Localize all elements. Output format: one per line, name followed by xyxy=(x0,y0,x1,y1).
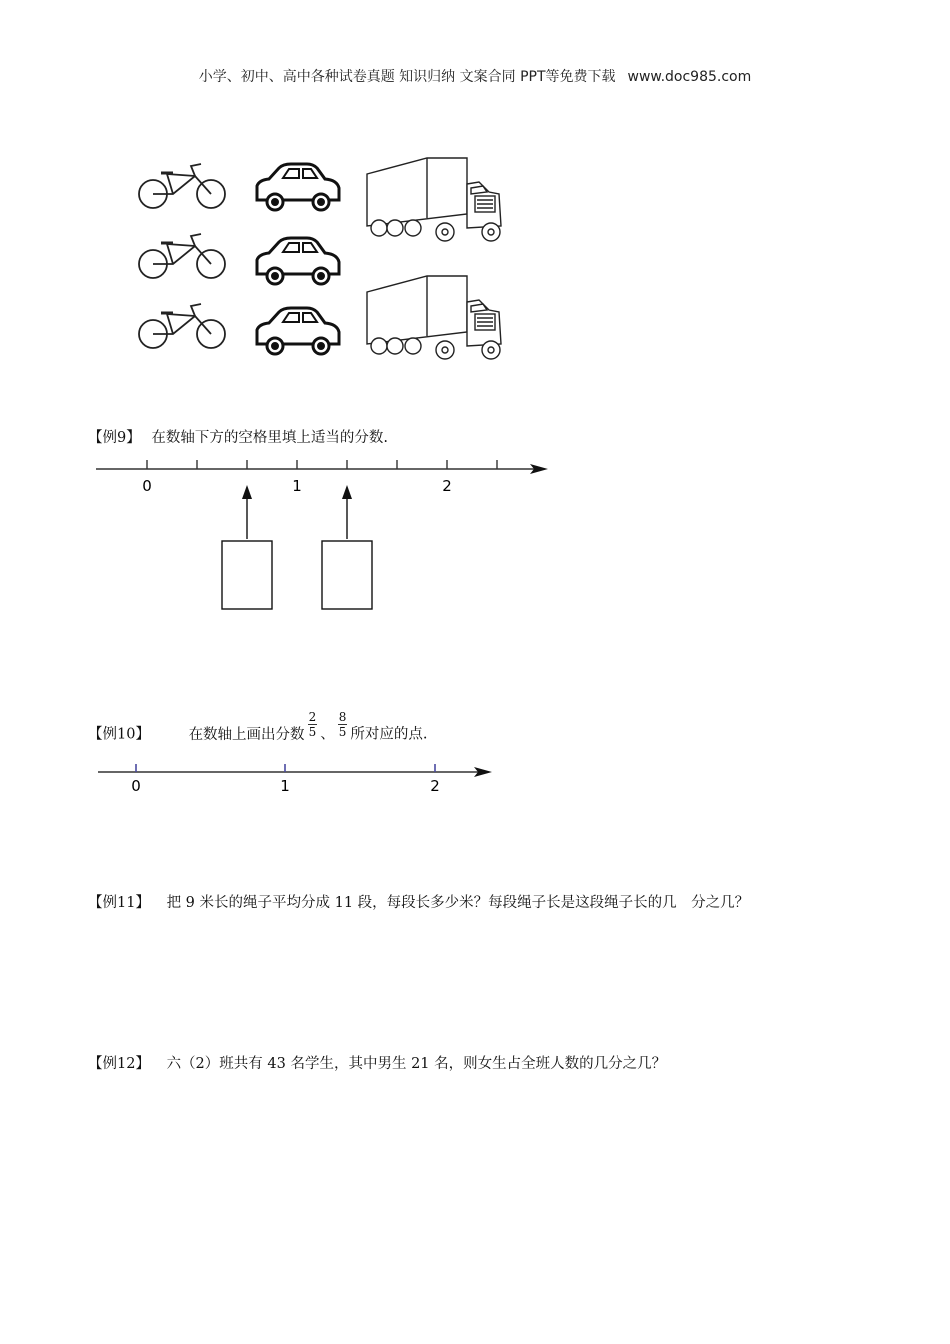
car-row-1 xyxy=(257,164,339,210)
vehicles-illustration xyxy=(125,150,515,375)
example-9-question xyxy=(88,426,388,447)
fraction-2-5 xyxy=(308,710,318,739)
axis10-label-2: 2 xyxy=(430,777,440,795)
bicycle-row-3 xyxy=(139,304,225,348)
fraction-2-5-numerator: 2 xyxy=(308,710,317,724)
header-url[interactable]: www.doc985.com xyxy=(627,69,752,85)
example-10-tag: 【例10】 xyxy=(88,726,150,743)
axis9-label-2: 2 xyxy=(442,477,452,495)
axis9-label-0: 0 xyxy=(142,477,152,495)
page-header xyxy=(0,66,950,86)
fraction-8-5-denominator: 5 xyxy=(338,725,347,739)
arrow-up-2 xyxy=(342,485,352,539)
example-11-question xyxy=(88,891,749,912)
axis10-label-0: 0 xyxy=(131,777,141,795)
example-12-question xyxy=(88,1052,666,1073)
answer-box-1[interactable] xyxy=(222,541,272,609)
header-text: 小学、初中、高中各种试卷真题 知识归纳 文案合同 PPT等免费下载 xyxy=(198,69,616,85)
example-11-text: 把 9 米长的绳子平均分成 11 段，每段长多少米？每段绳子长是这段绳子长的几 分之几？ xyxy=(166,895,750,911)
axis9-label-1: 1 xyxy=(292,477,302,495)
number-line-ex10 xyxy=(92,760,502,800)
fraction-separator: 、 xyxy=(320,726,335,743)
car-row-3 xyxy=(257,308,339,354)
axis10-label-1: 1 xyxy=(280,777,290,795)
arrow-up-1 xyxy=(242,485,252,539)
bicycle-row-1 xyxy=(139,164,225,208)
example-10-question xyxy=(88,710,428,749)
example-12-text: 六（2）班共有 43 名学生，其中男生 21 名，则女生占全班人数的几分之几？ xyxy=(166,1056,667,1072)
fraction-2-5-denominator: 5 xyxy=(308,725,317,739)
example-10-text-after: 所对应的点. xyxy=(350,726,428,743)
number-line-ex9 xyxy=(90,455,560,615)
bicycle-row-2 xyxy=(139,234,225,278)
example-12-tag: 【例12】 xyxy=(88,1056,150,1072)
answer-box-2[interactable] xyxy=(322,541,372,609)
car-row-2 xyxy=(257,238,339,284)
example-9-tag: 【例9】 xyxy=(88,430,141,446)
example-11-tag: 【例11】 xyxy=(88,895,150,911)
fraction-8-5 xyxy=(338,710,348,739)
example-10-text-before: 在数轴上画出分数 xyxy=(188,726,305,743)
truck-row-1 xyxy=(367,158,501,241)
fraction-8-5-numerator: 8 xyxy=(338,710,347,724)
truck-row-2 xyxy=(367,276,501,359)
example-9-text: 在数轴下方的空格里填上适当的分数. xyxy=(151,430,388,446)
